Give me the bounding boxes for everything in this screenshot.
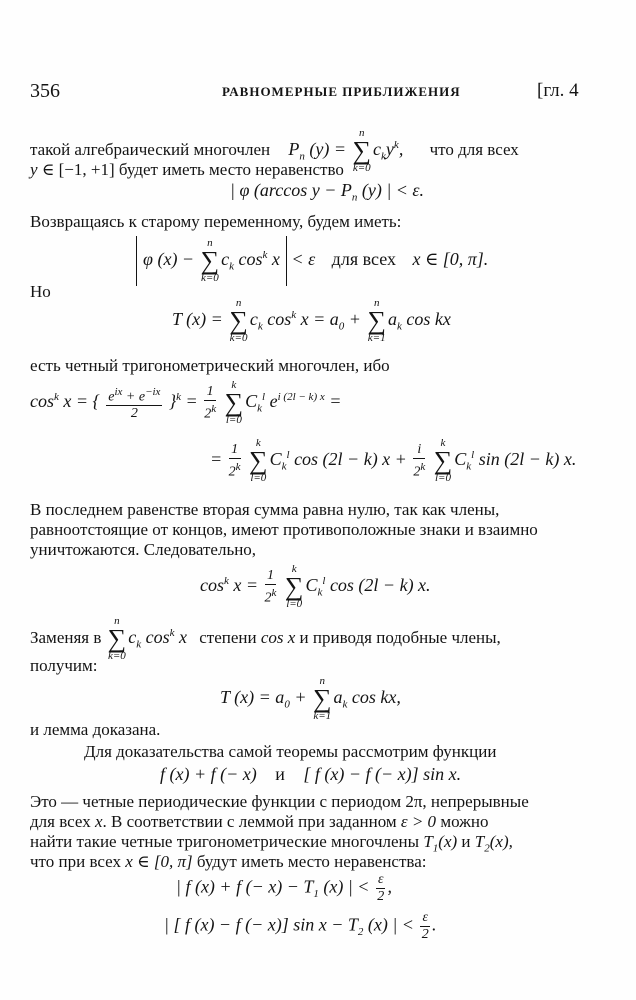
text-span: и — [275, 764, 285, 784]
chapter-marker: [гл. 4 — [537, 80, 579, 101]
text-span: можно — [440, 812, 489, 831]
text-span: будут иметь место неравенства: — [196, 852, 427, 871]
page-number: 356 — [30, 80, 60, 102]
formula-final-inequality-2: | [ f (x) − f (− x)] $\sin x - T_2$ (x) | < $\frac{\varepsilon}{2}$ . — [164, 910, 437, 942]
formula-cosx: cos x — [260, 628, 296, 648]
formula-x: x — [94, 812, 103, 831]
text-span: и приводя подобные члены, — [299, 628, 501, 648]
text-line-2: y ∈ [−1, +1] будет иметь место неравенство — [30, 160, 344, 179]
text-span: для всех — [331, 249, 396, 270]
text-span: . В соответствии с леммой при заданном — [102, 812, 397, 831]
formula-functions: f (x) + f (− x) и [ f (x) − f (− x)] sin x. — [160, 764, 462, 784]
text-line-5: есть четный тригонометрический многочлен, ибо — [30, 356, 390, 375]
text-line-9 — [30, 616, 501, 662]
text-line-13: Это — четные периодические функции с периодом 2π, непрерывные — [30, 792, 529, 811]
text-span: что для всех — [429, 140, 519, 160]
text-span: такой алгебраический многочлен — [30, 140, 271, 160]
text-line-3: Возвращаясь к старому переменному, будем иметь: — [30, 212, 402, 231]
formula-final-inequality-1: | f (x) + f (− $x) - T_1$ (x) | < $\frac{\varepsilon}{2}$ , — [176, 872, 392, 904]
text-line-8: уничтожаются. Следовательно, — [30, 540, 257, 559]
text-line-7: равноотстоящие от концов, имеют противоположные знаки и взаимно — [30, 520, 538, 539]
formula-inequality-1: | φ (arccos $y - P_n$ (y) | < ε. — [230, 180, 425, 204]
formula-cos-expansion-2: = $\frac{1}{2^k}$ k ∑ l=0 $C_k^l$ cos (2l − k) x + $\frac{i}{2^k}$ k ∑ l=0 $C_k^l$ sin (2l − k) x. — [210, 437, 577, 484]
text-line-4: Но — [30, 282, 51, 301]
formula-x-interval: x ∈ [0, π] — [125, 852, 193, 871]
text-span: степени — [199, 628, 257, 648]
formula-y-interval: y — [30, 160, 38, 179]
formula-T-definition: T (x) = n ∑ k=0 $c_k$ $\cos^k x = a_0$ + n ∑ k=1 $a_k$ cos kx — [172, 297, 451, 344]
formula-eps-positive: ε > 0 — [400, 812, 437, 831]
formula-inequality-2: φ (x) − n ∑ k=0 $c_k$ $\cos^k x < \varepsilon$ для всех x ∈ [0, π]. — [136, 236, 488, 286]
formula-T1: $T_1(x)$ — [423, 832, 458, 855]
formula-T2: $T_2(x)$, — [474, 832, 513, 855]
text-line-6: В последнем равенстве вторая сумма равна нулю, так как члены, — [30, 500, 500, 519]
formula-cos-expansion-1: $\cos^k x$ = { $\frac{e^{ix} + e^{-ix}}{2}$ }$^k$ = $\frac{1}{2^k}$ k ∑ l=0 $C_k^l$ $e^{i (2l - k) x}$ = — [30, 379, 342, 426]
text-line-16 — [30, 852, 426, 872]
text-span: будет иметь место неравенство — [118, 160, 344, 179]
running-title: РАВНОМЕРНЫЕ ПРИБЛИЖЕНИЯ — [222, 84, 461, 99]
text-span: что при всех — [30, 852, 121, 871]
text-line-12: Для доказательства самой теоремы рассмотрим функции — [84, 742, 497, 761]
text-line-10: получим: — [30, 656, 98, 675]
formula-cos-result: $\cos^k x$ = $\frac{1}{2^k}$ k ∑ l=0 $C_k^l$ cos (2l − k) x. — [200, 563, 431, 610]
formula-polynomial: $P_n$ (y) = n ∑ k=0 $c_ky^k$, — [288, 127, 404, 174]
text-span: Заменяя в — [30, 628, 102, 648]
formula-T-result: T $(x) = a_0$ + n ∑ k=1 $a_k$ cos kx, — [220, 675, 401, 722]
text-line-11: и лемма доказана. — [30, 720, 161, 739]
text-span: и — [461, 832, 471, 851]
formula-sum-inline: n ∑ k=0 $c_k$ $\cos^k x$ — [107, 615, 187, 662]
text-span: для всех — [30, 812, 91, 831]
text-line-14 — [30, 812, 489, 832]
text-span: найти такие четные тригонометрические многочлены — [30, 832, 420, 851]
